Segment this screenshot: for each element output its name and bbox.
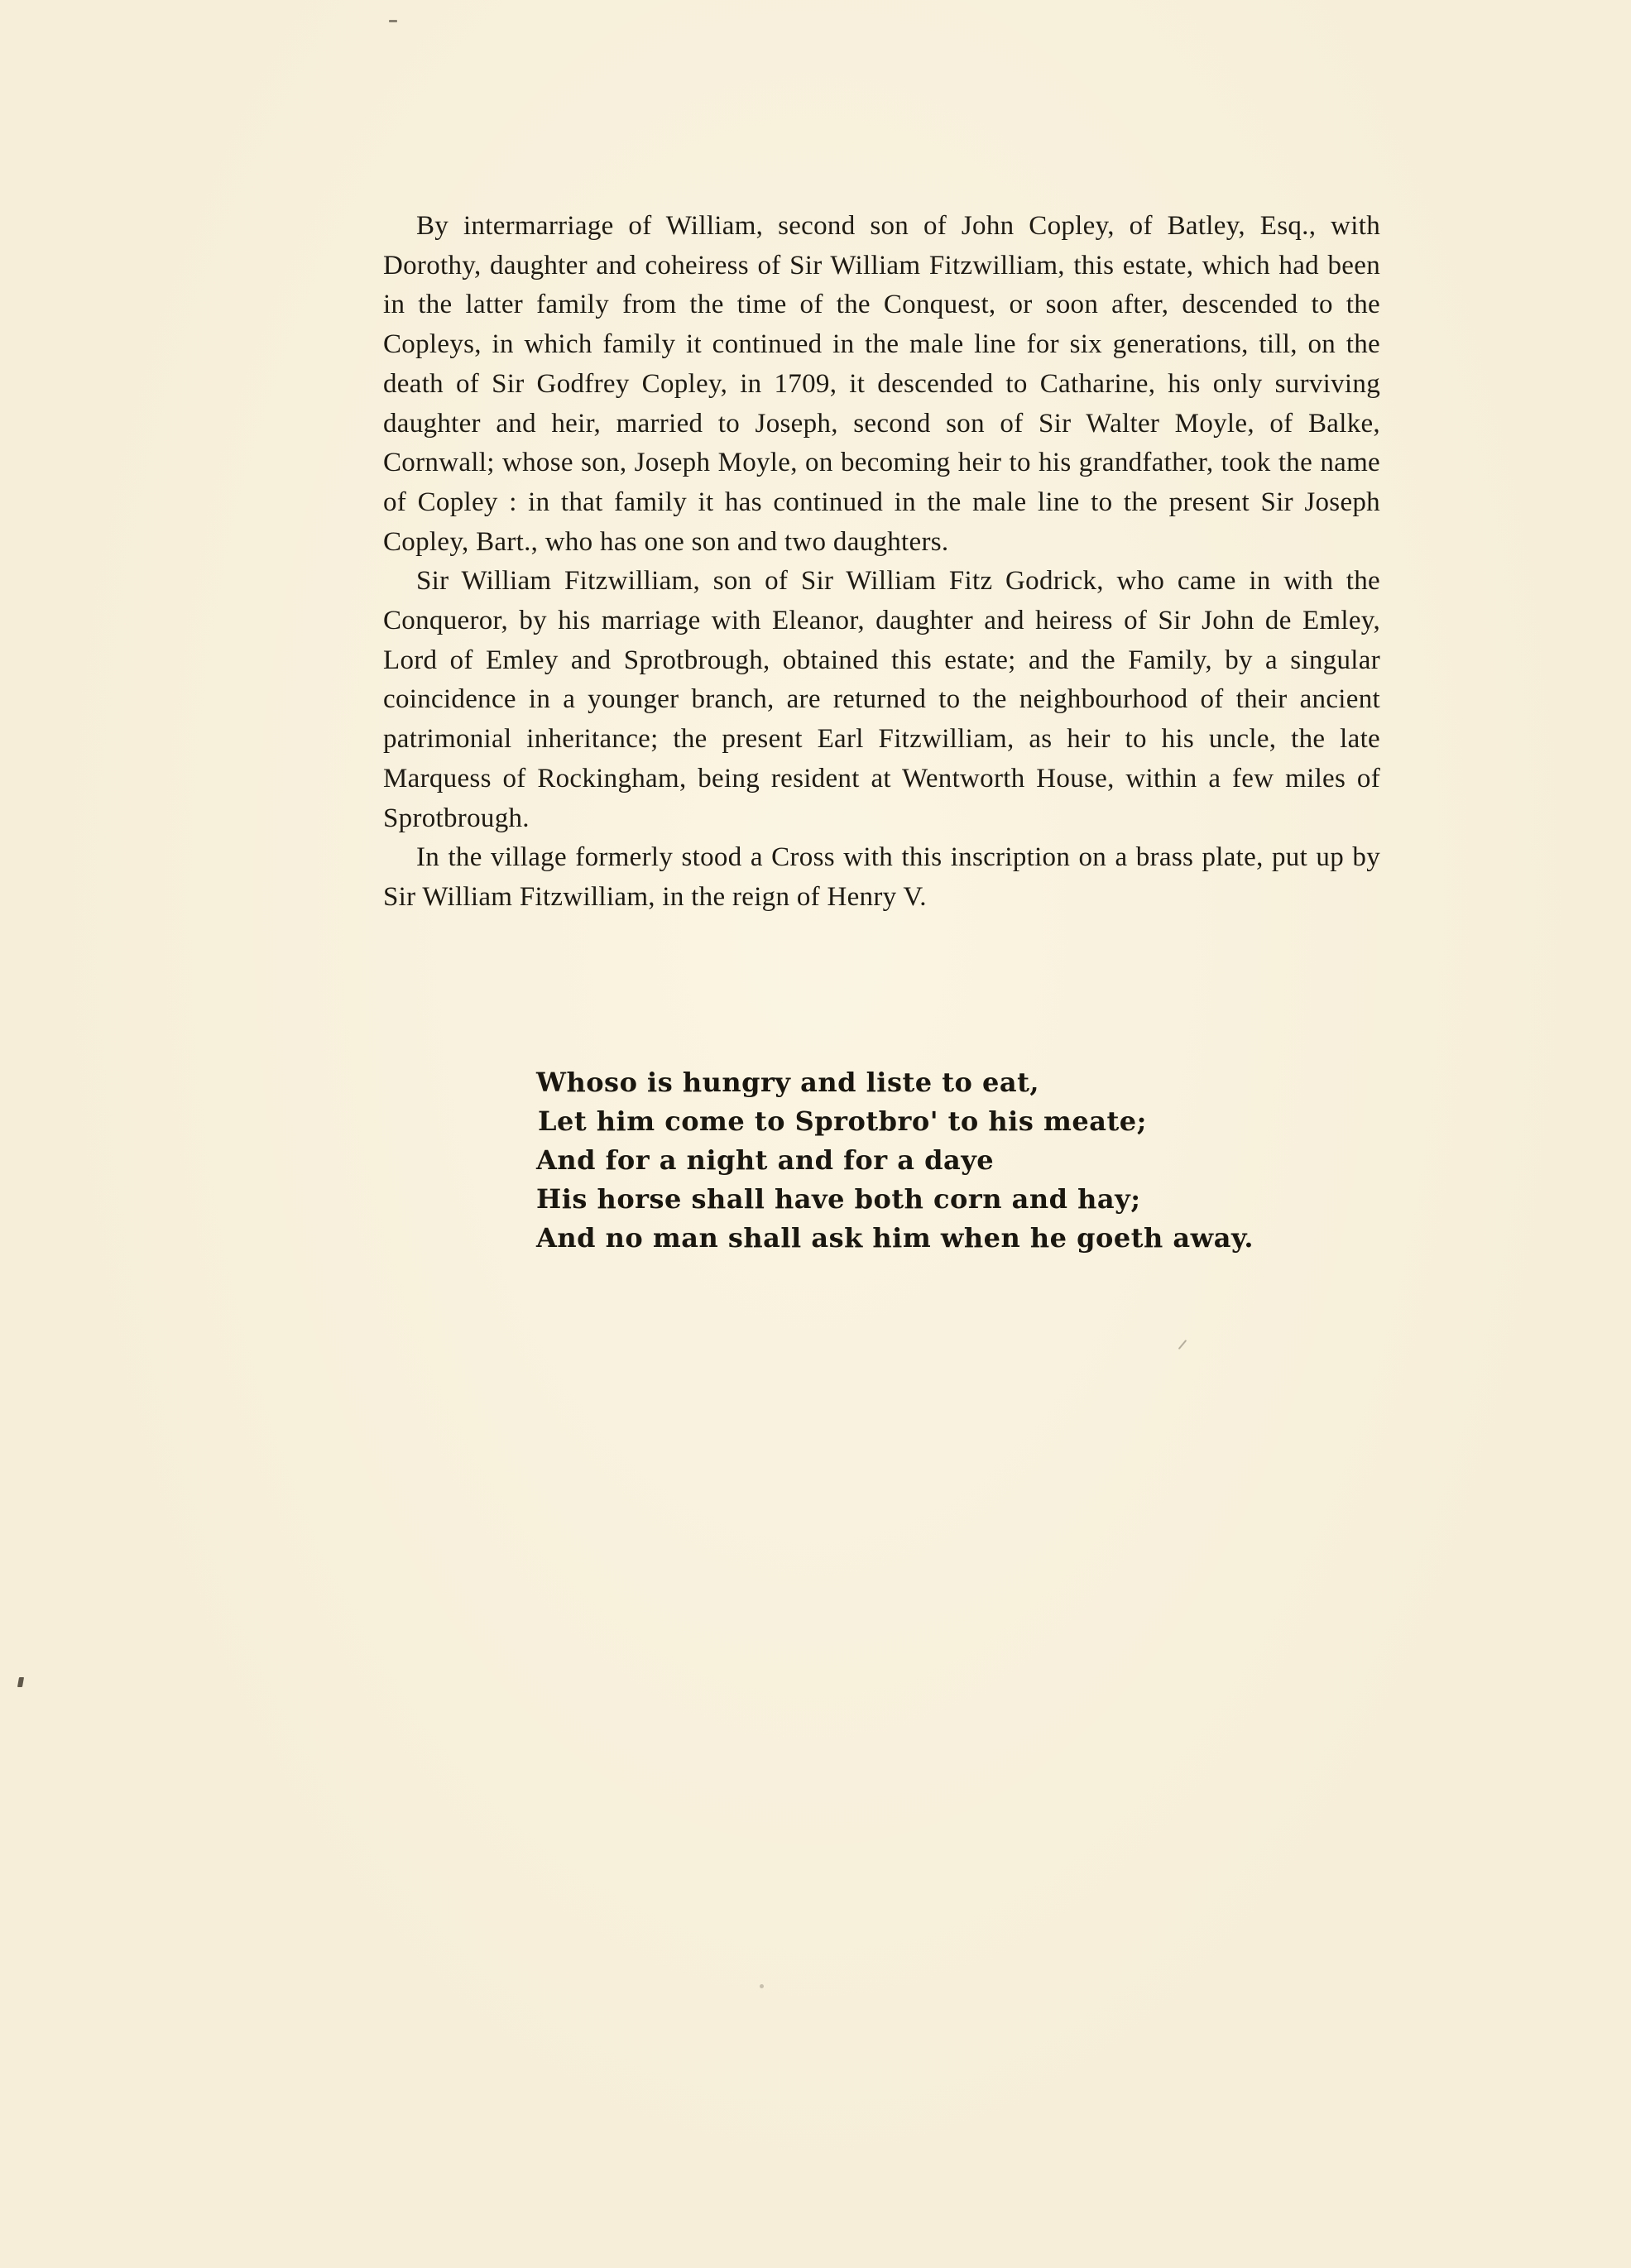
ink-speck (1178, 1340, 1187, 1350)
margin-mark (17, 1677, 24, 1687)
cross-inscription (536, 1063, 1254, 1258)
ink-speck (760, 1984, 764, 1988)
ink-speck (389, 20, 397, 22)
inscription-line: Let him come to Sprotbro' to his meate; (538, 1105, 1147, 1137)
inscription-line: His horse shall have both corn and hay; (536, 1183, 1141, 1215)
paragraph-village-cross: In the village formerly stood a Cross with this inscription on a brass plate, put up by Sir William Fitzwilliam, in the reign of Henry V. (383, 842, 1380, 912)
inscription-line: And for a night and for a daye (536, 1144, 995, 1176)
paragraph-fitzwilliam-history: Sir William Fitzwilliam, son of Sir William Fitz Godrick, who came in with the Conqueror, by his marriage with Eleanor, daughter and heiress of Sir John de Emley, Lord of Emley and Sprotbrough, obtained this estate; and the Family, by a singular coincidence in a younger branch, are returned to the neighbourhood of their ancient patrimonial inheritance; the present Earl Fitzwilliam, as heir to his uncle, the late Marquess of Rockingham, being resident at Wentworth House, within a few miles of Sprotbrough. (383, 566, 1380, 833)
body-text (383, 207, 1380, 918)
paragraph-copley-descent: By intermarriage of William, second son of John Copley, of Batley, Esq., with Dorothy, daughter and coheiress of Sir William Fitzwilliam, this estate, which had been in the latter family from the time of the Conquest, or soon after, descended to the Copleys, in which family it continued in the male line for six generations, till, on the death of Sir Godfrey Copley, in 1709, it descended to Catharine, his only surviving daughter and heir, married to Joseph, second son of Sir Walter Moyle, of Balke, Cornwall; whose son, Joseph Moyle, on becoming heir to his grandfather, took the name of Copley : in that family it has continued in the male line to the present Sir Joseph Copley, Bart., who has one son and two daughters. (383, 211, 1380, 557)
inscription-line: Whoso is hungry and liste to eat, (536, 1067, 1040, 1098)
inscription-line: And no man shall ask him when he goeth away. (536, 1222, 1254, 1254)
